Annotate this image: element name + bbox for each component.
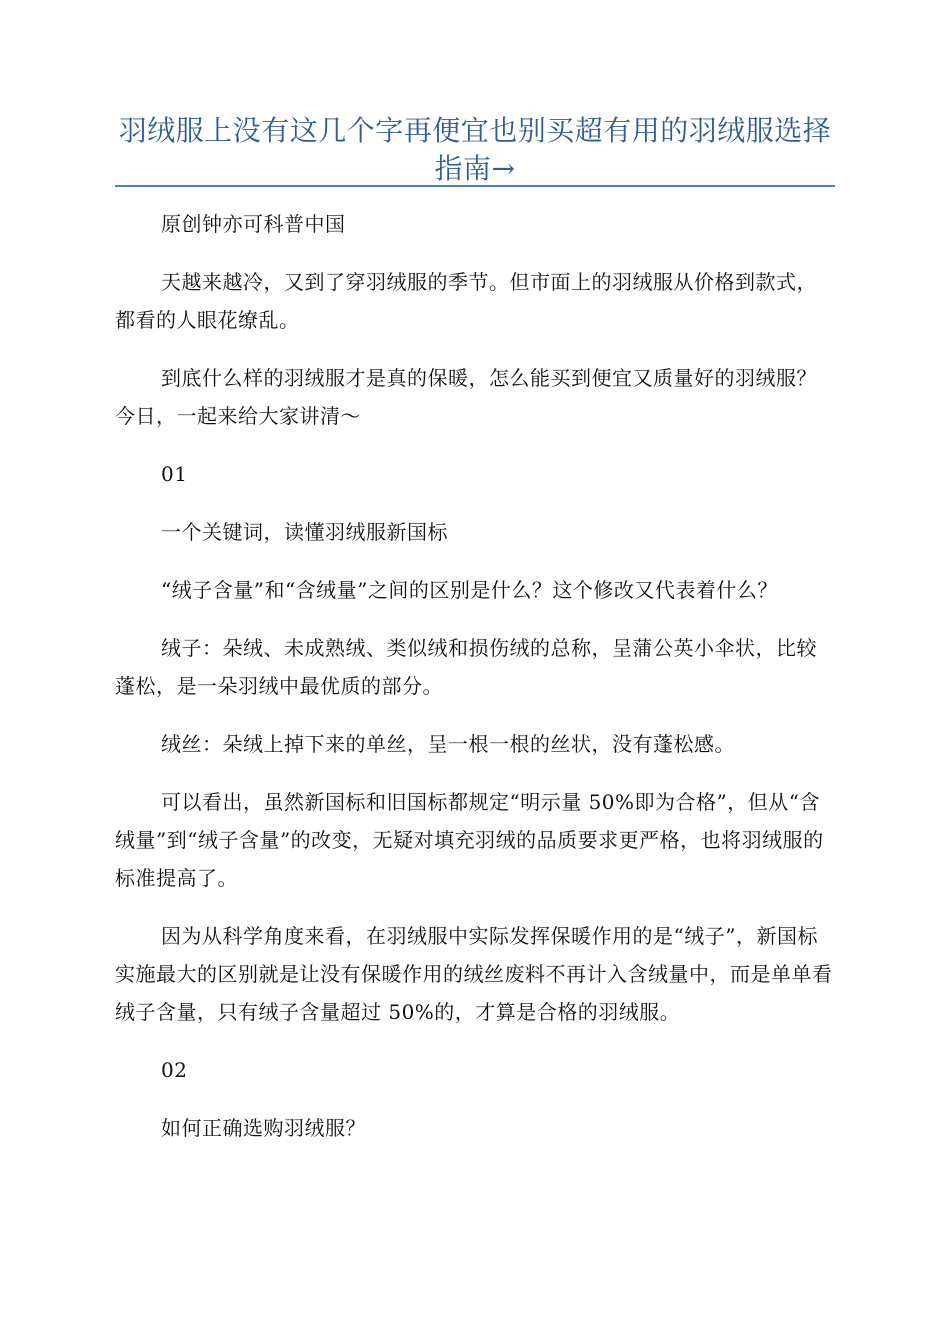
title-underline [115, 185, 835, 187]
paragraph-rongzi: 绒子：朵绒、未成熟绒、类似绒和损伤绒的总称，呈蒲公英小伞状，比较蓬松，是一朵羽绒中最优质的部分。 [115, 636, 817, 698]
paragraph-source: 原创钟亦可科普中国 [161, 212, 346, 236]
paragraph-science: 因为从科学角度来看，在羽绒服中实际发挥保暖作用的是“绒子”，新国标实施最大的区别就是让没有保暖作用的绒丝废料不再计入含绒量中，而是单单看绒子含量，只有绒子含量超过 50%的，才算是合格的羽绒服。 [115, 924, 833, 1024]
section-heading-01: 一个关键词，读懂羽绒服新国标 [161, 520, 448, 544]
paragraph-standard: 可以看出，虽然新国标和旧国标都规定“明示量 50%即为合格”，但从“含绒量”到“绒子含量”的改变，无疑对填充羽绒的品质要求更严格，也将羽绒服的标准提高了。 [115, 790, 824, 890]
paragraph-rongsi: 绒丝：朵绒上掉下来的单丝，呈一根一根的丝状，没有蓬松感。 [161, 732, 735, 756]
paragraph-difference: “绒子含量”和“含绒量”之间的区别是什么？这个修改又代表着什么？ [161, 578, 778, 602]
paragraph-intro: 天越来越冷，又到了穿羽绒服的季节。但市面上的羽绒服从价格到款式，都看的人眼花缭乱。 [115, 270, 817, 332]
section-number-02: 02 [161, 1058, 188, 1082]
section-number-01: 01 [161, 462, 188, 486]
document-body [115, 205, 835, 1167]
document-title: 羽绒服上没有这几个字再便宜也别买超有用的羽绒服选择指南→ [118, 114, 832, 185]
paragraph-question: 到底什么样的羽绒服才是真的保暖，怎么能买到便宜又质量好的羽绒服？今日，一起来给大家讲清～ [115, 366, 817, 428]
section-heading-02: 如何正确选购羽绒服？ [161, 1116, 366, 1140]
